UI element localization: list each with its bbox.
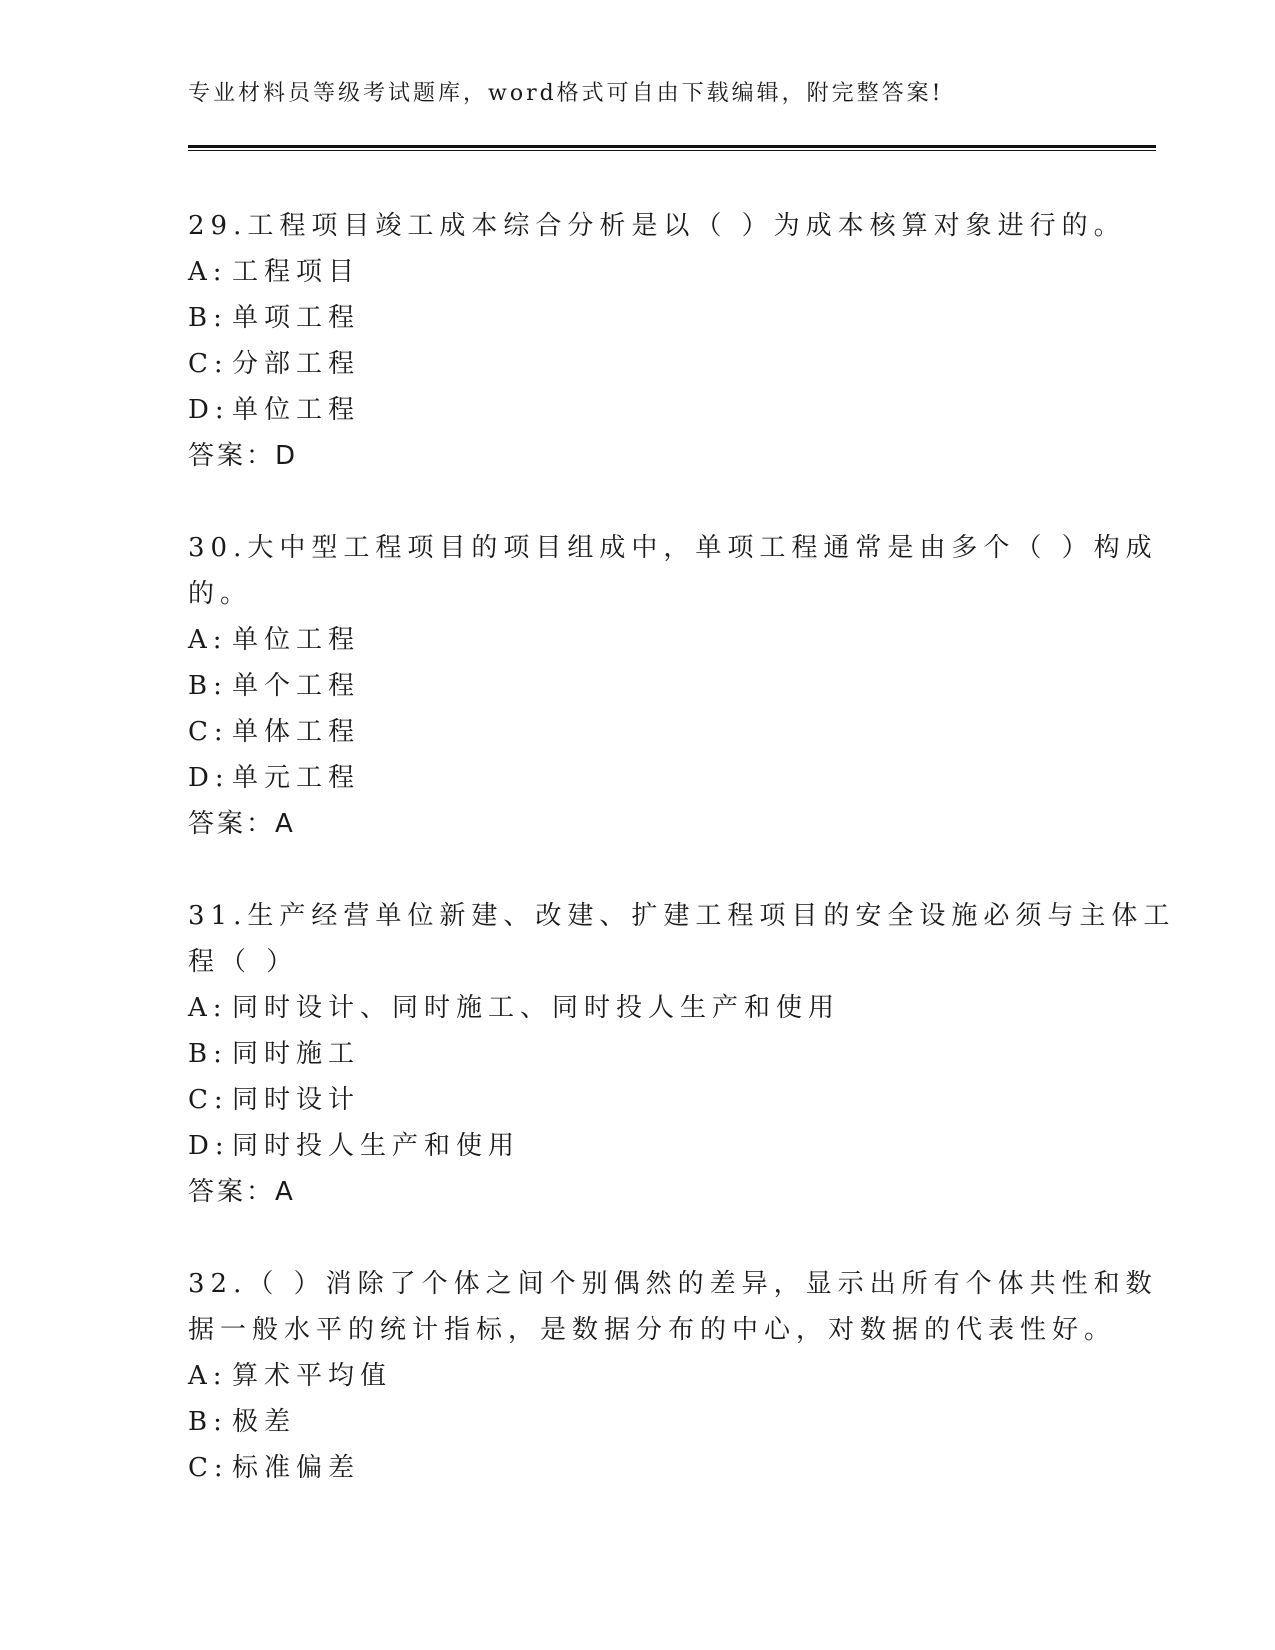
option-text: 单元工程 [232,763,361,793]
option-text: 分部工程 [232,349,361,379]
option-text: 单个工程 [232,671,361,701]
option-letter: A: [188,257,228,287]
option-letter: B: [188,671,228,701]
option-c [188,1077,1088,1123]
option-d [188,755,1088,801]
option-b [188,295,1088,341]
stem-line: 据一般水平的统计指标，是数据分布的中心，对数据的代表性好。 [188,1315,1117,1345]
question-32 [188,1261,1158,1491]
question-30 [188,525,1158,847]
option-c [188,341,1088,387]
option-text: 算术平均值 [232,1361,393,1391]
answer-line: 答案：D [188,441,299,471]
stem-line: 的。 [188,579,253,609]
option-a [188,617,1088,663]
option-letter: B: [188,303,228,333]
option-a [188,985,1088,1031]
option-b [188,1399,1088,1445]
option-letter: A: [188,993,228,1023]
stem-line: 程（ ） [188,947,299,977]
option-text: 单项工程 [232,303,361,333]
stem-line: 29.工程项目竣工成本综合分析是以（ ）为成本核算对象进行的。 [188,211,1126,241]
option-b [188,1031,1088,1077]
option-letter: C: [188,717,229,747]
header-rule-thin [188,150,1156,151]
option-text: 单体工程 [232,717,361,747]
option-letter: B: [188,1039,228,1069]
stem-line: 31.生产经营单位新建、改建、扩建工程项目的安全设施必须与主体工 [188,901,1176,931]
option-letter: C: [188,1085,229,1115]
option-a [188,1353,1088,1399]
option-letter: C: [188,1453,229,1483]
question-31 [188,893,1176,1215]
option-d [188,1123,1088,1169]
option-text: 单位工程 [232,625,361,655]
stem-line: 32.（ ）消除了个体之间个别偶然的差异，显示出所有个体共性和数 [188,1269,1158,1299]
option-c [188,1445,1088,1491]
question-list [188,203,1176,1537]
answer-line: 答案：A [188,1177,296,1207]
option-b [188,663,1088,709]
stem-line: 30.大中型工程项目的项目组成中，单项工程通常是由多个（ ）构成 [188,533,1158,563]
question-stem [188,203,1126,249]
question-stem [188,1261,1158,1353]
header-rule-thick [188,145,1156,148]
option-text: 同时设计 [232,1085,361,1115]
option-letter: B: [188,1407,228,1437]
page-header: 专业材料员等级考试题库，word格式可自由下载编辑，附完整答案! [188,81,944,106]
option-a [188,249,1088,295]
option-c [188,709,1088,755]
option-text: 同时设计、同时施工、同时投人生产和使用 [232,993,841,1023]
option-letter: A: [188,1361,228,1391]
option-d [188,387,1088,433]
option-letter: C: [188,349,229,379]
option-text: 标准偏差 [232,1453,361,1483]
option-text: 极差 [232,1407,297,1437]
option-letter: D: [188,1131,230,1161]
option-letter: D: [188,763,230,793]
question-stem [188,525,1158,617]
option-text: 同时施工 [232,1039,361,1069]
question-stem [188,893,1176,985]
option-text: 同时投人生产和使用 [232,1131,521,1161]
option-text: 工程项目 [232,257,361,287]
option-letter: A: [188,625,228,655]
question-29 [188,203,1126,479]
option-letter: D: [188,395,230,425]
option-text: 单位工程 [232,395,361,425]
answer-line: 答案：A [188,809,296,839]
